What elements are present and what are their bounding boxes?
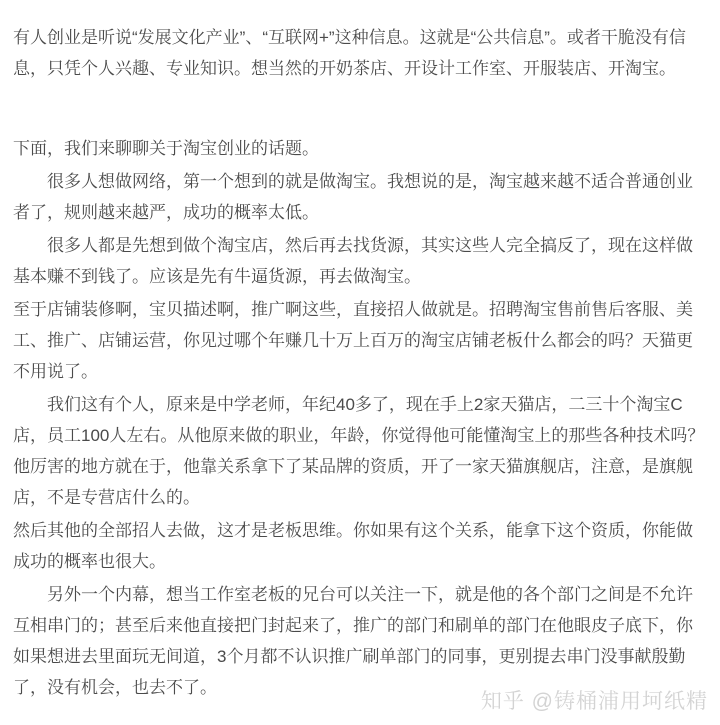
paragraph-insider-tip: 另外一个内幕，想当工作室老板的兄台可以关注一下，就是他的各个部门之间是不允许互相串门的；甚至后来他直接把门封起来了，推广的部门和刷单的部门在他眼皮子底下，你如果想进去里面玩无间道，3个月都不认识推广刷单部门的同事，更别提去串门没事献殷勤了，没有机会，也去不了。 xyxy=(13,585,693,697)
zhihu-watermark: 知乎 @铸桶浦用坷纸精 xyxy=(480,690,708,713)
paragraph-intro: 有人创业是听说“发展文化产业”、“互联网+”这种信息。这就是“公共信息”。或者干脆没有信息，只凭个人兴趣、专业知识。想当然的开奶茶店、开设计工作室、开服装店、开淘宝。 xyxy=(13,28,686,78)
paragraph-taobao-odds: 很多人想做网络，第一个想到的就是做淘宝。我想说的是，淘宝越来越不适合普通创业者了，规则越来越严，成功的概率太低。 xyxy=(13,172,693,222)
paragraph-hire-people: 至于店铺装修啊，宝贝描述啊，推广啊这些，直接招人做就是。招聘淘宝售前售后客服、美工、推广、店铺运营，你见过哪个年赚几十万上百万的淘宝店铺老板什么都会的吗？天猫更不用说了。 xyxy=(13,300,693,381)
paragraph-teacher-example: 我们这有个人，原来是中学老师，年纪40多了，现在手上2家天猫店，二三十个淘宝C店，员工100人左右。从他原来做的职业，年龄，你觉得他可能懂淘宝上的那些各种技术吗？他厉害的地方就在于，他靠关系拿下了某品牌的资质，开了一家天猫旗舰店，注意，是旗舰店，不是专营店什么的。 xyxy=(13,395,705,507)
paragraph-supply-first: 很多人都是先想到做个淘宝店，然后再去找货源，其实这些人完全搞反了，现在这样做基本赚不到钱了。应该是先有牛逼货源，再去做淘宝。 xyxy=(13,236,693,286)
paragraph-boss-mindset: 然后其他的全部招人去做，这才是老板思维。你如果有这个关系，能拿下这个资质，你能做成功的概率也很大。 xyxy=(13,521,693,571)
paragraph-topic-lead: 下面，我们来聊聊关于淘宝创业的话题。 xyxy=(13,139,319,158)
